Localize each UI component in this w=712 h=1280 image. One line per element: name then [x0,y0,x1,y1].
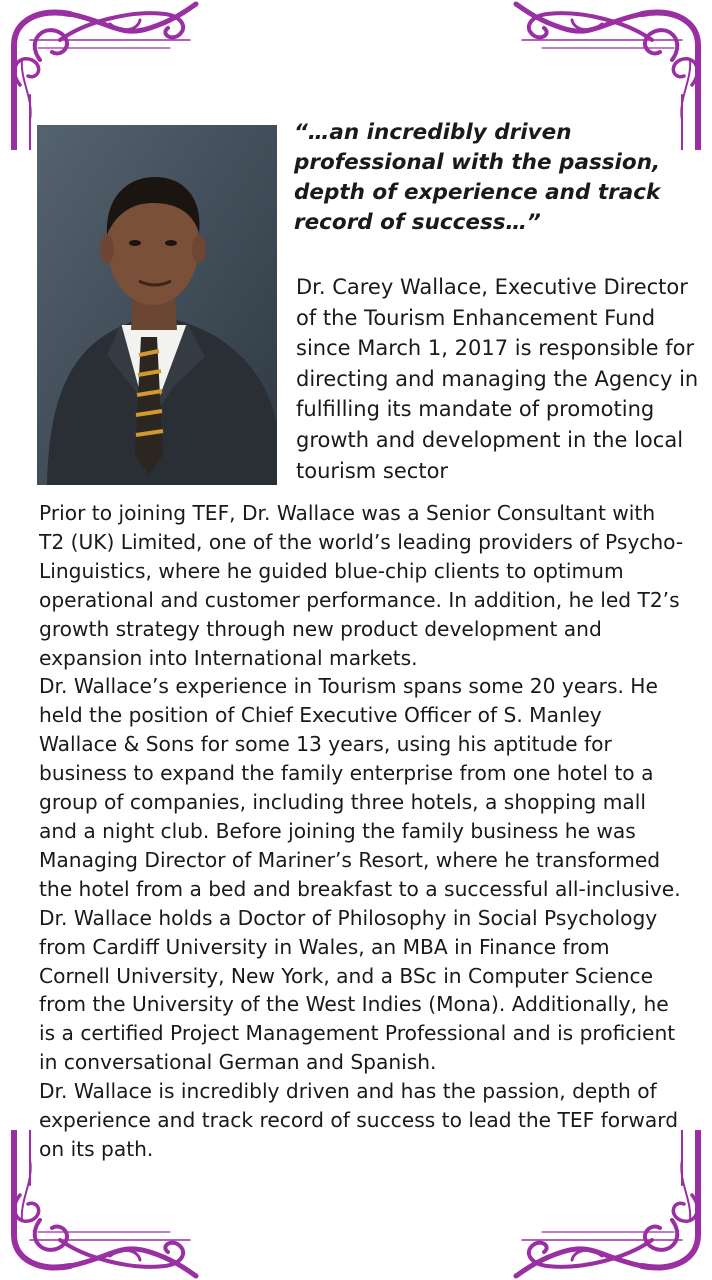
biography-paragraph: Prior to joining TEF, Dr. Wallace was a Senior Consultant with T2 (UK) Limited, one of the world’s leading providers of Psycho-Linguistics, where he guided blue-chip clients to optimum operational and customer performance. In addition, he led T2’s growth strategy through new product development and expansion into International markets. [39,501,684,670]
person-portrait-icon [37,125,277,485]
intro-paragraph: Dr. Carey Wallace, Executive Director of the Tourism Enhancement Fund since March 1, 2017 is responsible for directing and managing the Agency in fulfilling its mandate of promoting growth and development in the local tourism sector [296,275,699,483]
pull-quote: “…an incredibly driven professional with the passion, depth of experience and track record of success…” [294,120,661,235]
portrait-photo [37,125,277,485]
biography-paragraph: Dr. Wallace is incredibly driven and has the passion, depth of experience and track record of success to lead the TEF forward on its path. [39,1079,679,1161]
biography-paragraph: Dr. Wallace holds a Doctor of Philosophy in Social Psychology from Cardiff University in Wales, an MBA in Finance from Cornell University, New York, and a BSc in Computer Science from the University of the West Indies (Mona). Additionally, he is a certified Project Management Professional and is proficient in conversational German and Spanish. [39,905,676,1075]
biography-paragraph: Dr. Wallace’s experience in Tourism spans some 20 years. He held the position of Chief Executive Officer of S. Manley Wallace & Sons for some 13 years, using his aptitude for business to expand the family enterprise from one hotel to a group of companies, including three hotels, a shopping mall and a night club. Before joining the family business he was Managing Director of Mariner’s Resort, where he transformed the hotel from a bed and breakfast to a successful all-inclusive. [39,674,681,901]
biography-body [39,499,684,1164]
